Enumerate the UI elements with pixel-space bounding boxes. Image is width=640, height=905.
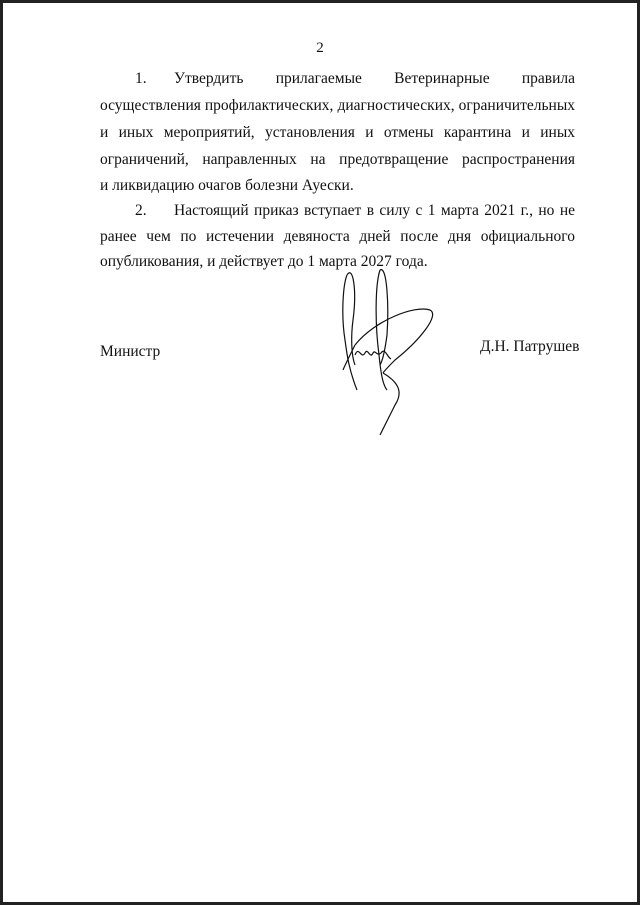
paragraph-line: и иных мероприятий, установления и отмены карантина и иных: [100, 124, 575, 141]
signatory-name: Д.Н. Патрушев: [480, 338, 580, 355]
paragraph-line: [100, 70, 575, 88]
paragraph-line: [100, 202, 575, 220]
signatory-position: Министр: [100, 343, 161, 360]
paragraph-line: опубликования, и действует до 1 марта 2027 года.: [100, 253, 428, 270]
paragraph-text: Настоящий приказ вступает в силу с 1 марта 2021 г., но не: [174, 202, 575, 219]
handwritten-signature: [335, 265, 445, 440]
paragraph-line: осуществления профилактических, диагностических, ограничительных: [100, 97, 575, 114]
paragraph-line: ранее чем по истечении девяноста дней после дня официального: [100, 228, 575, 245]
paragraph-text: Утвердить прилагаемые Ветеринарные правила: [174, 70, 575, 87]
paragraph-number: 1.: [135, 70, 147, 87]
paragraph-line: и ликвидацию очагов болезни Ауески.: [100, 177, 354, 194]
paragraph-number: 2.: [135, 202, 147, 219]
paragraph-line: ограничений, направленных на предотвращение распространения: [100, 151, 575, 168]
page-number: 2: [316, 40, 324, 56]
